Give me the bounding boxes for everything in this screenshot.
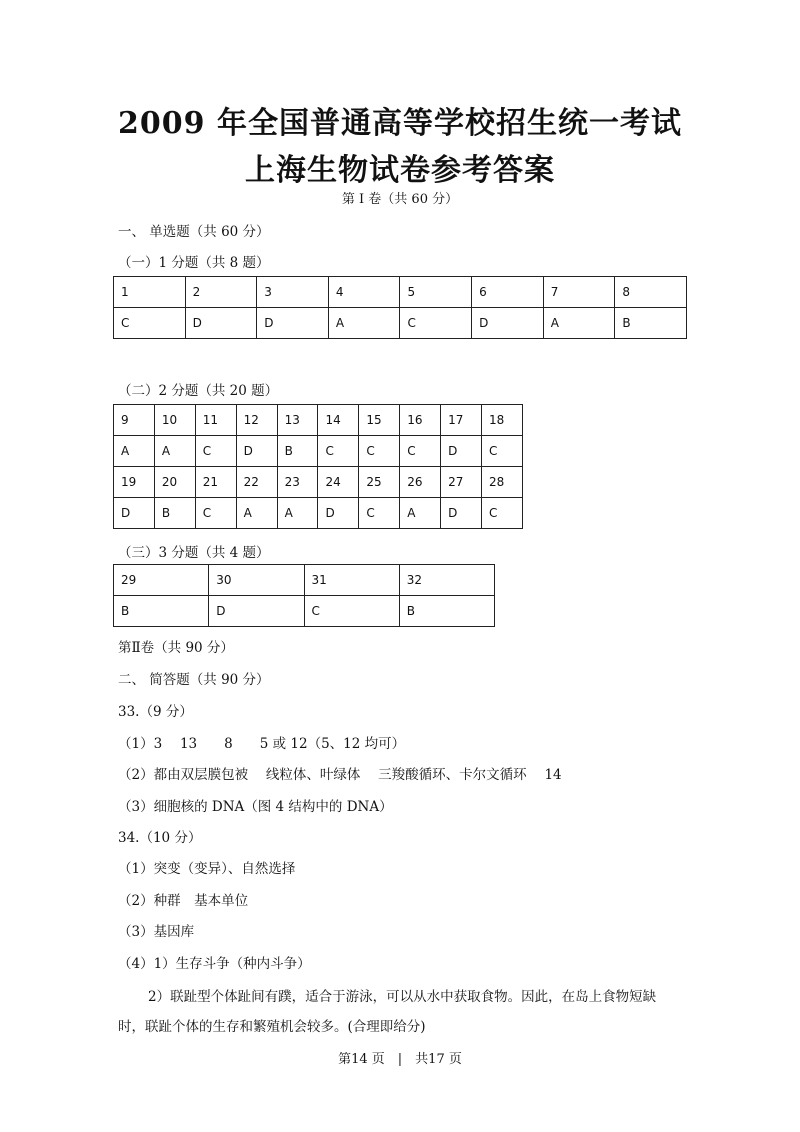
title-line-1: 2009 年全国普通高等学校招生统一考试 (118, 106, 682, 141)
table-row (114, 436, 523, 467)
table-cell: C (359, 498, 400, 529)
table-cell: 17 (441, 405, 482, 436)
table-row (114, 498, 523, 529)
table-cell: D (209, 596, 304, 627)
answer-table-part-3 (113, 564, 495, 627)
table-cell: B (114, 596, 209, 627)
table-cell: B (277, 436, 318, 467)
volume-2-heading: 第Ⅱ卷（共 90 分） (118, 640, 234, 656)
table-cell: 8 (615, 277, 687, 308)
table-cell: D (318, 498, 359, 529)
volume-1-heading: 第 I 卷（共 60 分） (341, 192, 459, 207)
table-cell: A (277, 498, 318, 529)
table-cell: 3 (257, 277, 329, 308)
table-cell: 23 (277, 467, 318, 498)
table-cell: C (359, 436, 400, 467)
table-cell: 10 (154, 405, 195, 436)
table-cell: 20 (154, 467, 195, 498)
table-cell: 31 (304, 565, 399, 596)
table-cell: A (328, 308, 400, 339)
table-cell: 11 (195, 405, 236, 436)
table-row (114, 405, 523, 436)
table-cell: 5 (400, 277, 472, 308)
table-cell: 22 (236, 467, 277, 498)
answer-table-part-1 (113, 276, 687, 339)
table-cell: C (400, 436, 441, 467)
table-cell: 29 (114, 565, 209, 596)
table-cell: 14 (318, 405, 359, 436)
table-cell: 32 (399, 565, 494, 596)
table-cell: 13 (277, 405, 318, 436)
table-cell: D (441, 436, 482, 467)
table-cell: 24 (318, 467, 359, 498)
q33-answer-3: （3）细胞核的 DNA（图 4 结构中的 DNA） (118, 799, 393, 815)
table-cell: 26 (400, 467, 441, 498)
q33-heading: 33.（9 分） (118, 704, 193, 720)
table-cell: C (482, 498, 523, 529)
table-row (114, 596, 495, 627)
table-cell: 16 (400, 405, 441, 436)
table-cell: 21 (195, 467, 236, 498)
table-cell: C (400, 308, 472, 339)
table-cell: A (154, 436, 195, 467)
table-cell: 4 (328, 277, 400, 308)
q34-answer-5-line-2: 时，联趾个体的生存和繁殖机会较多。(合理即给分) (118, 1019, 426, 1035)
q34-answer-2: （2）种群 基本单位 (118, 893, 249, 909)
table-cell: B (615, 308, 687, 339)
title-line-2: 上海生物试卷参考答案 (245, 153, 555, 188)
q33-answer-2: （2）都由双层膜包被 线粒体、叶绿体 三羧酸循环、卡尔文循环 14 (118, 767, 562, 783)
q34-heading: 34.（10 分） (118, 830, 202, 846)
q34-answer-5-line-1: 2）联趾型个体趾间有蹼，适合于游泳，可以从水中获取食物。因此，在岛上食物短缺 (148, 989, 657, 1005)
q34-answer-4: （4）1）生存斗争（种内斗争） (118, 956, 311, 972)
table-cell: 18 (482, 405, 523, 436)
table-cell: C (195, 436, 236, 467)
page-footer: 第14 页 | 共17 页 (338, 1052, 462, 1067)
section-2-heading: 二、 简答题（共 90 分） (118, 672, 270, 688)
table-cell: A (543, 308, 615, 339)
table-cell: A (400, 498, 441, 529)
table-cell: B (154, 498, 195, 529)
q33-answer-1: （1）3 13 8 5 或 12（5、12 均可） (118, 736, 406, 752)
table-cell: D (472, 308, 544, 339)
table-cell: C (114, 308, 186, 339)
table-cell: D (257, 308, 329, 339)
table-cell: 12 (236, 405, 277, 436)
table-cell: 30 (209, 565, 304, 596)
part-1-heading: （一）1 分题（共 8 题） (118, 255, 270, 271)
table-cell: B (399, 596, 494, 627)
table-row (114, 565, 495, 596)
table-cell: 19 (114, 467, 155, 498)
table-row (114, 277, 687, 308)
table-cell: C (318, 436, 359, 467)
table-cell: C (195, 498, 236, 529)
answer-table-part-2 (113, 404, 523, 529)
part-3-heading: （三）3 分题（共 4 题） (118, 545, 270, 561)
table-cell: D (114, 498, 155, 529)
part-2-heading: （二）2 分题（共 20 题） (118, 383, 279, 399)
table-cell: D (185, 308, 257, 339)
table-cell: 28 (482, 467, 523, 498)
table-cell: A (114, 436, 155, 467)
table-cell: 15 (359, 405, 400, 436)
table-cell: 7 (543, 277, 615, 308)
table-cell: A (236, 498, 277, 529)
table-row (114, 308, 687, 339)
table-cell: D (441, 498, 482, 529)
table-cell: 9 (114, 405, 155, 436)
table-cell: D (236, 436, 277, 467)
table-cell: 27 (441, 467, 482, 498)
table-cell: 2 (185, 277, 257, 308)
table-cell: 6 (472, 277, 544, 308)
table-row (114, 467, 523, 498)
table-cell: C (482, 436, 523, 467)
table-cell: 25 (359, 467, 400, 498)
q34-answer-1: （1）突变（变异）、自然选择 (118, 861, 296, 877)
q34-answer-3: （3）基因库 (118, 924, 195, 940)
section-1-heading: 一、 单选题（共 60 分） (118, 224, 270, 240)
table-cell: 1 (114, 277, 186, 308)
table-cell: C (304, 596, 399, 627)
